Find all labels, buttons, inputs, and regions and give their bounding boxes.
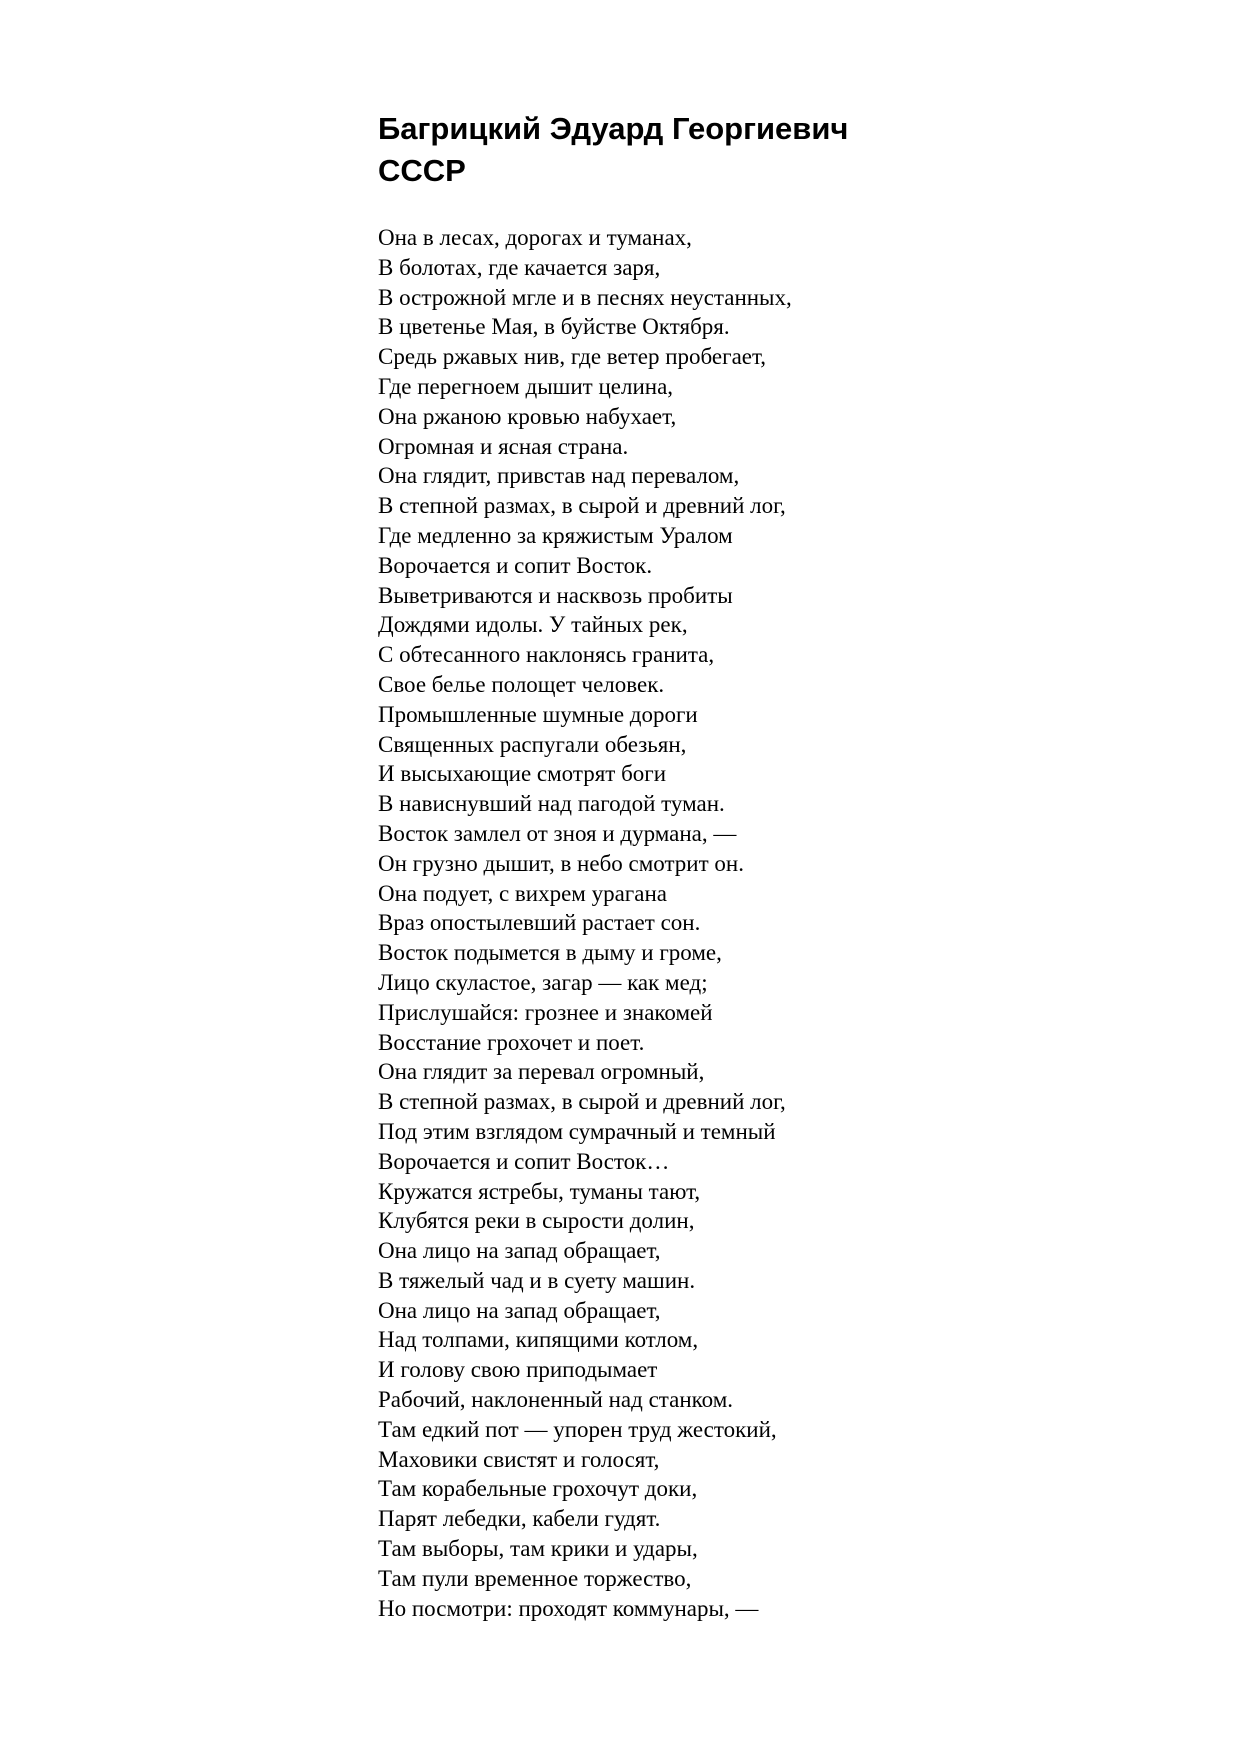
poem-line: И голову свою приподымает (378, 1357, 658, 1383)
poem-line: В тяжелый чад и в суету машин. (378, 1267, 696, 1293)
poem-line: Средь ржавых нив, где ветер пробегает, (378, 344, 767, 370)
poem-line: Восток замлел от зноя и дурмана, — (378, 820, 737, 846)
poem-line: Ворочается и сопит Восток. (378, 552, 653, 578)
poem-line: Она в лесах, дорогах и туманах, (378, 225, 692, 250)
poem-line: Она глядит за перевал огромный, (378, 1059, 705, 1085)
poem-line: Там едкий пот — упорен труд жестокий, (378, 1416, 777, 1442)
poem-line: Восток подымется в дыму и громе, (378, 940, 722, 966)
poem-line: Где перегноем дышит целина, (378, 373, 674, 399)
poem-line: Враз опостылевший растает сон. (378, 910, 701, 936)
poem-line: Свое белье полощет человек. (378, 671, 665, 697)
poem-line: Он грузно дышит, в небо смотрит он. (378, 850, 744, 876)
document-heading (378, 108, 848, 192)
poem-line: С обтесанного наклонясь гранита, (378, 642, 715, 668)
poem-line: Где медленно за кряжистым Уралом (378, 522, 733, 548)
poem-line: Она глядит, привстав над перевалом, (378, 463, 740, 489)
poem-line: Кружатся ястребы, туманы тают, (378, 1178, 701, 1204)
poem-line: В острожной мгле и в песнях неустанных, (378, 284, 792, 310)
poem-text (378, 223, 792, 1623)
poem-line: Она лицо на запад обращает, (378, 1238, 661, 1264)
poem-line: В степной размах, в сырой и древний лог, (378, 493, 786, 519)
poem-line: Она ржаною кровью набухает, (378, 403, 677, 429)
poem-line: Дождями идолы. У тайных рек, (378, 612, 688, 638)
poem-line: В болотах, где качается заря, (378, 254, 661, 280)
poem-line: Священных распугали обезьян, (378, 731, 687, 757)
poem-line: Там пули временное торжество, (378, 1565, 692, 1591)
poem-line: Огромная и ясная страна. (378, 433, 629, 459)
poem-line: Но посмотри: проходят коммунары, — (378, 1595, 759, 1621)
author-name: Багрицкий Эдуард Георгиевич (378, 111, 849, 146)
poem-line: Лицо скуластое, загар — как мед; (378, 969, 708, 995)
poem-line: Восстание грохочет и поет. (378, 1029, 645, 1055)
poem-line: В степной размах, в сырой и древний лог, (378, 1089, 786, 1115)
poem-line: Там выборы, там крики и удары, (378, 1536, 698, 1562)
poem-line: Выветриваются и насквозь пробиты (378, 582, 733, 608)
poem-line: В цветенье Мая, в буйстве Октября. (378, 314, 730, 340)
poem-line: Парят лебедки, кабели гудят. (378, 1506, 661, 1532)
poem-line: Там корабельные грохочут доки, (378, 1476, 698, 1502)
poem-line: Над толпами, кипящими котлом, (378, 1327, 699, 1353)
poem-line: Ворочается и сопит Восток… (378, 1148, 670, 1174)
poem-title: СССР (378, 153, 466, 188)
poem-line: В нависнувший над пагодой туман. (378, 791, 725, 817)
poem-line: Маховики свистят и голосят, (378, 1446, 660, 1472)
poem-line: Рабочий, наклоненный над станком. (378, 1387, 734, 1413)
poem-line: Промышленные шумные дороги (378, 701, 698, 727)
poem-line: Она лицо на запад обращает, (378, 1297, 661, 1323)
poem-line: Под этим взглядом сумрачный и темный (378, 1118, 776, 1144)
poem-line: Она подует, с вихрем урагана (378, 880, 667, 906)
poem-line: Клубятся реки в сырости долин, (378, 1208, 695, 1234)
poem-line: Прислушайся: грознее и знакомей (378, 999, 713, 1025)
poem-line: И высыхающие смотрят боги (378, 761, 667, 787)
